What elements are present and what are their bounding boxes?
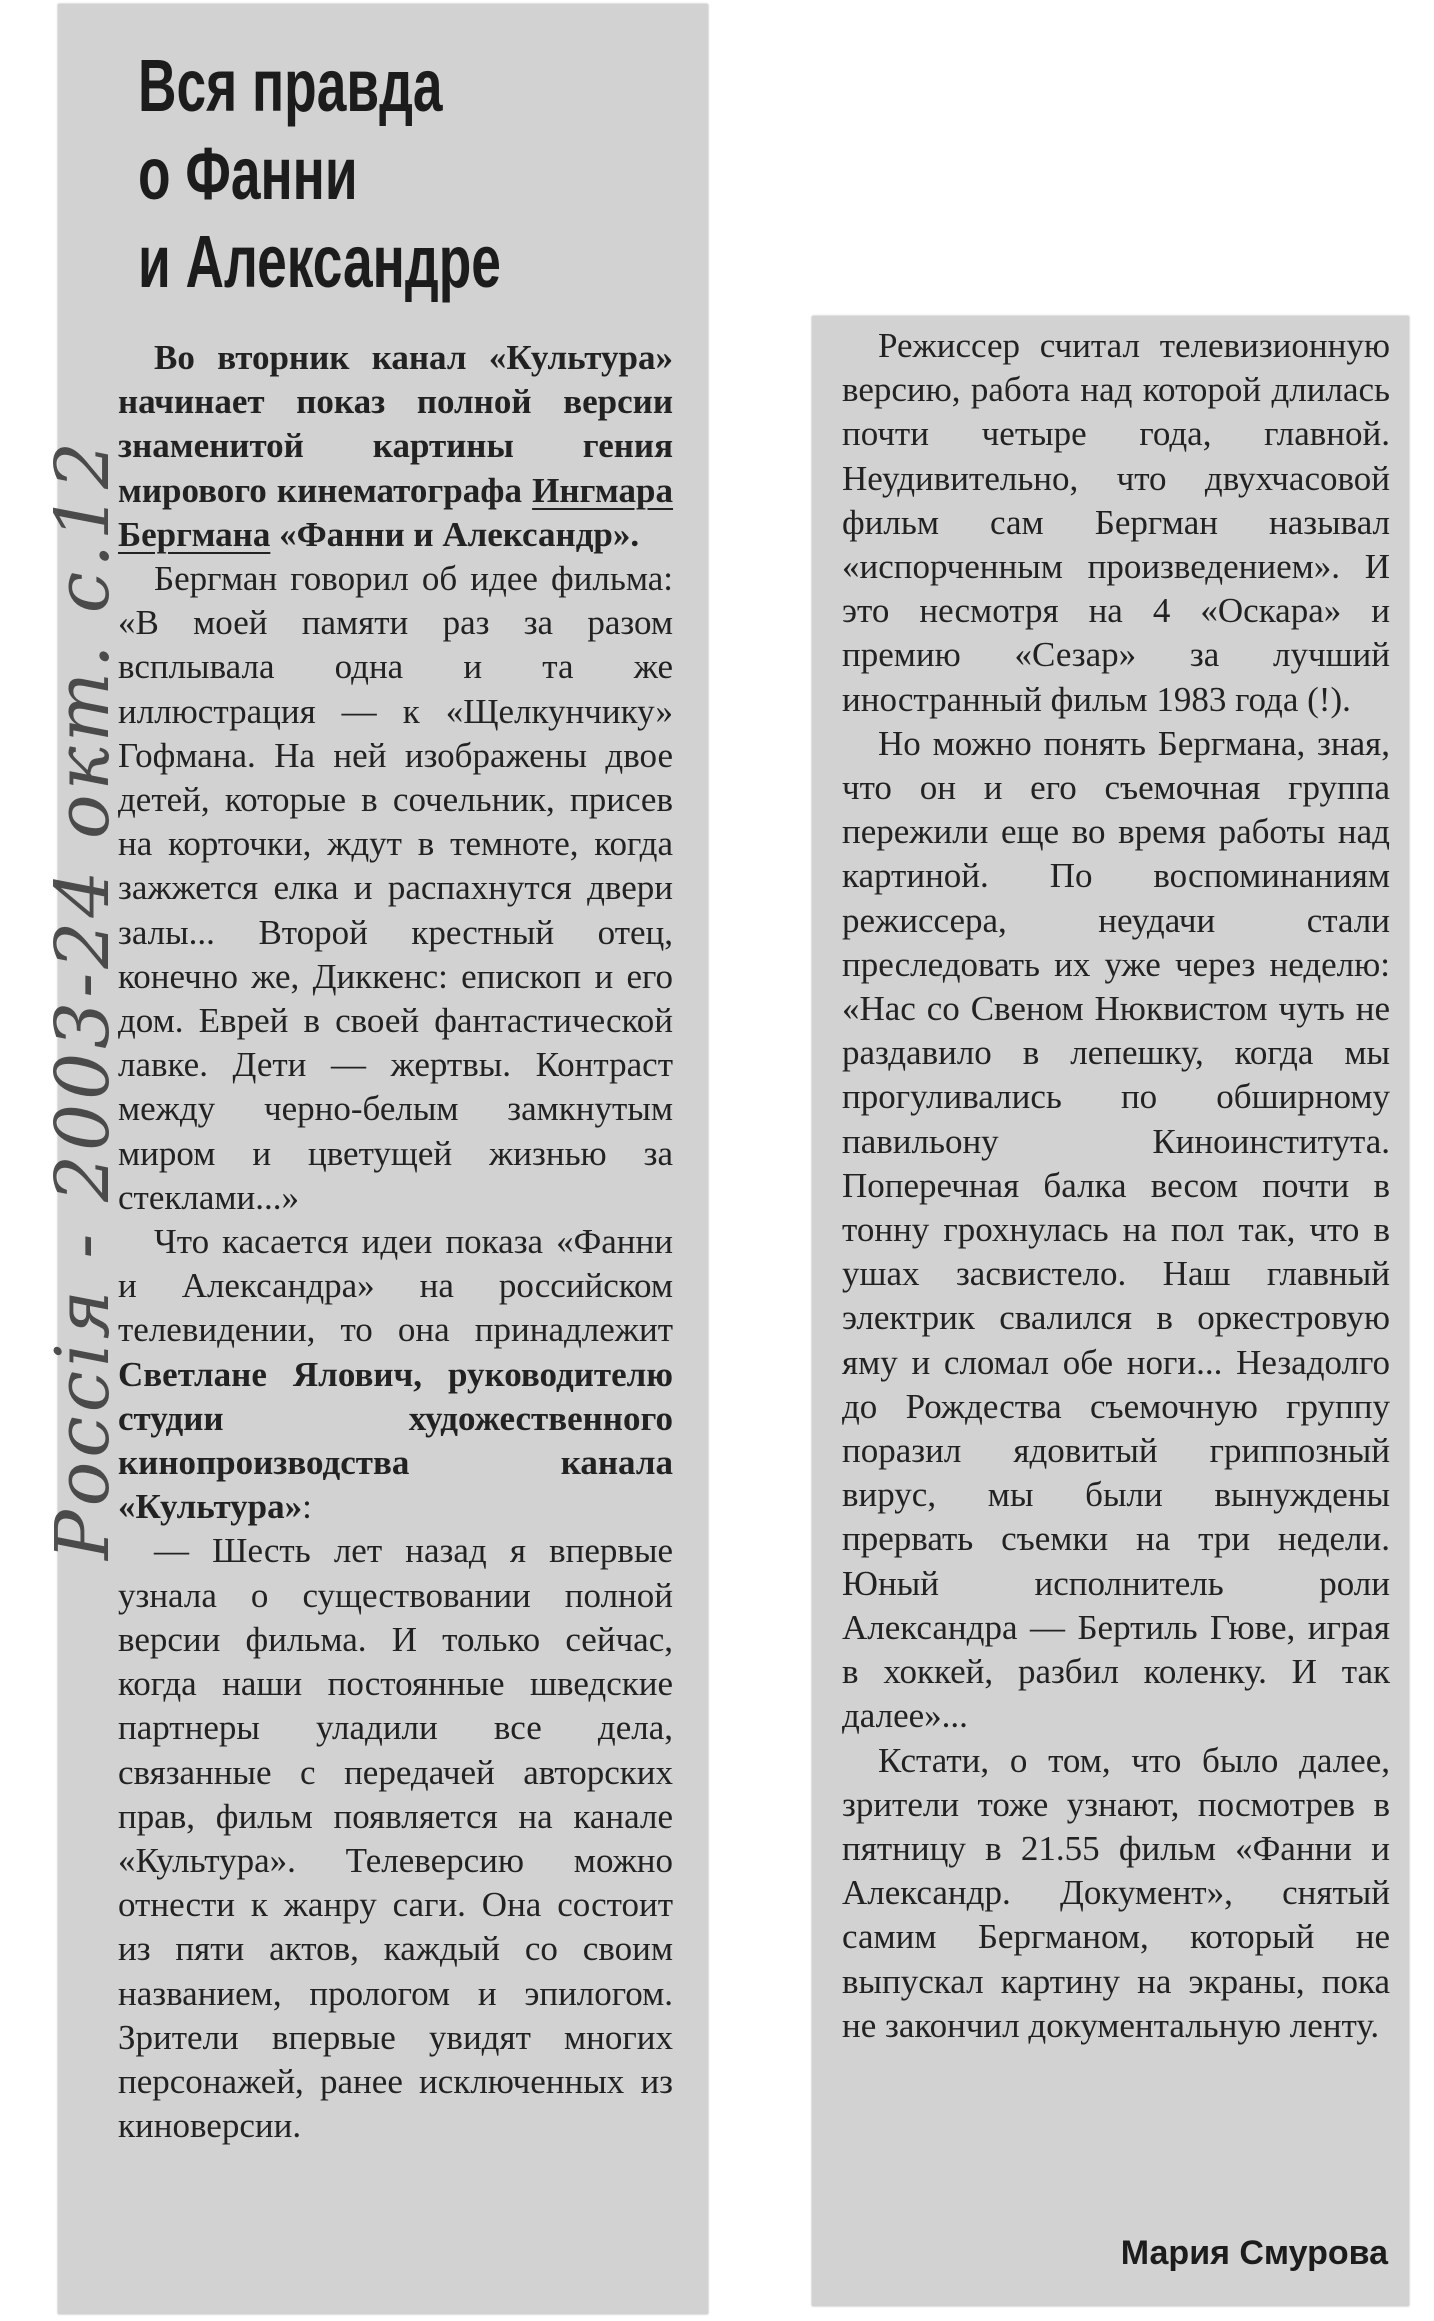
lead-text-end: «Фанни и Александр». <box>270 514 640 554</box>
paragraph-tv-version: Режиссер считал телевизионную версию, работа над которой длилась почти четыре года, главной. Неудивительно, что двухчасовой фильм сам Бергман называл «испорченным произведением». И это несмотря на 4 «Оскара» и премию «Сезар» за лучший иностранный фильм 1983 года (!). <box>842 326 1390 719</box>
paragraph-show-idea <box>118 1220 673 1529</box>
lead-director-name: Ингмара Бергмана <box>118 470 673 554</box>
article-column-right <box>842 324 1390 2048</box>
paragraph-misfortunes: Но можно понять Бергмана, зная, что он и его съемочная группа пережили еще во время работы над картиной. По воспоминаниям режиссера, неудачи стали преследовать их уже через неделю: «Нас со Свеном Нюквистом чуть не раздавило в лепешку, когда мы прогуливались по обширному павильону Киноинститута. Поперечная балка весом почти в тонну грохнулась на пол так, что в ушах засвистело. Наш главный электрик свалился в оркестровую яму и сломал обе ноги... Незадолго до Рождества съемочную группу поразил ядовитый гриппозный вирус, мы были вынуждены прервать съемки на три недели. Юный исполнитель роли Александра — Бертиль Гюве, играя в хоккей, разбил коленку. И так далее»... <box>842 723 1390 1736</box>
show-idea-text: Что касается идеи показа «Фанни и Александра» на российском телевидении, то она принадлежит <box>118 1222 673 1350</box>
show-idea-person: Светлане Ялович, руководителю студии художественного кинопроизводства канала «Культура» <box>118 1354 673 1527</box>
handwritten-source-note: Россія - 2003-24 окт. с.12 <box>40 437 126 1560</box>
author-signature: Мария Смурова <box>1120 2234 1388 2272</box>
headline-line-2: о Фанни <box>138 132 358 215</box>
article-headline <box>138 42 501 306</box>
headline-line-3: и Александре <box>138 220 501 303</box>
paragraph-interview: — Шесть лет назад я впервые узнала о существовании полной версии фильма. И только сейчас, когда наши постоянные шведские партнеры уладили все дела, связанные с передачей авторских прав, фильм появляется на канале «Культура». Телеверсию можно отнести к жанру саги. Она состоит из пяти актов, каждый со своим названием, прологом и эпилогом. Зрители впервые увидят многих персонажей, ранее исключенных из киноверсии. <box>118 1531 673 2146</box>
paragraph-bergman-quote: Бергман говорил об идее фильма: «В моей памяти раз за разом всплывала одна и та же иллюстрация — к «Щелкунчику» Гофмана. На ней изображены двое детей, которые в сочельник, присев на корточки, ждут в темноте, когда зажжется елка и распахнутся двери залы... Второй крестный отец, конечно же, Диккенс: епископ и его дом. Еврей в своей фантастической лавке. Дети — жертвы. Контраст между черно-белым замкнутым миром и цветущей жизнью за стеклами...» <box>118 559 673 1217</box>
lead-text-start: Во вторник канал «Культура» начинает показ полной версии знаменитой картины гения мирового кинематографа <box>118 338 673 510</box>
headline-line-1: Вся правда <box>138 44 443 127</box>
paragraph-documentary: Кстати, о том, что было далее, зрители тоже узнают, посмотрев в пятницу в 21.55 фильм «Фанни и Александр. Документ», снятый самим Бергманом, который не выпускал картину на экраны, пока не закончил документальную ленту. <box>842 1740 1390 2045</box>
article-column-left <box>118 336 673 2148</box>
lead-paragraph <box>118 336 673 557</box>
show-idea-colon: : <box>302 1487 312 1527</box>
